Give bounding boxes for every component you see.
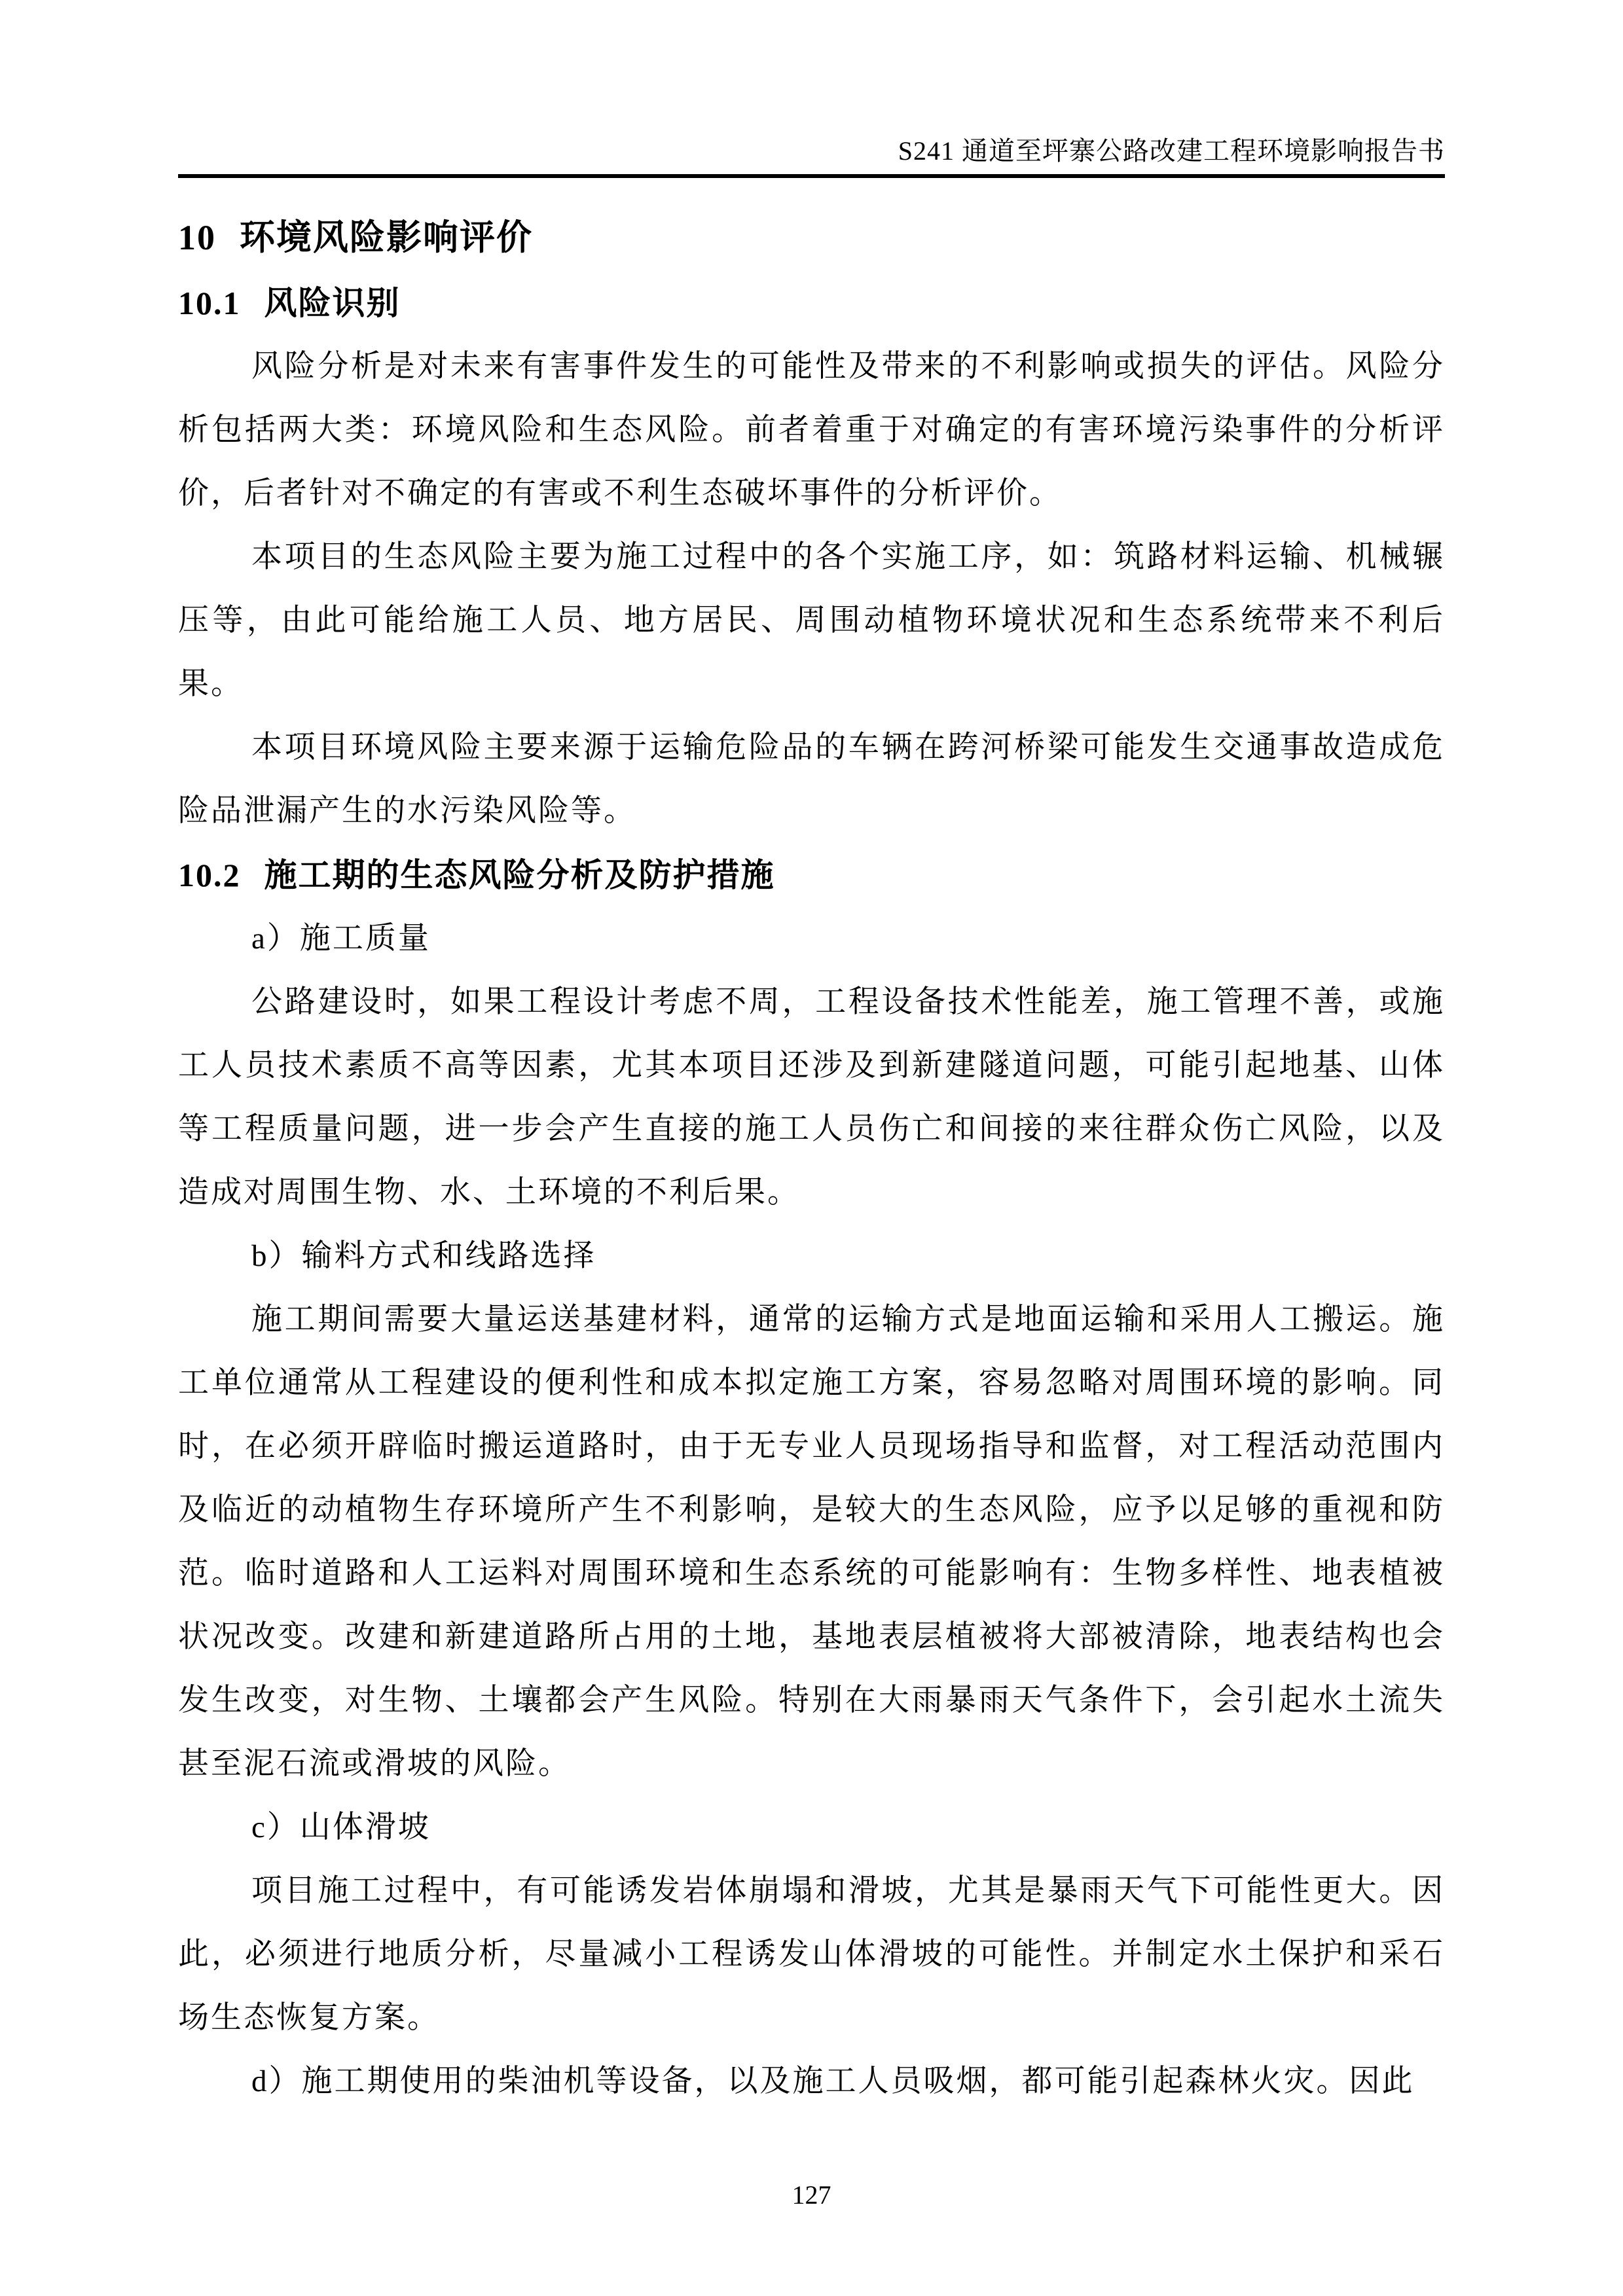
page-footer <box>0 2179 1623 2296</box>
section-number: 10.2 <box>178 857 241 893</box>
paragraph-env-risk: 本项目环境风险主要来源于运输危险品的车辆在跨河桥梁可能发生交通事故造成危险品泄漏产生的水污染风险等。 <box>178 730 1445 828</box>
paragraph-eco-risk: 本项目的生态风险主要为施工过程中的各个实施工序，如：筑路材料运输、机械辗压等，由此可能给施工人员、地方居民、周围动植物环境状况和生态系统带来不利后果。 <box>178 540 1445 701</box>
page-header <box>178 0 1445 166</box>
list-item-b: b）输料方式和线路选择 <box>251 1239 596 1273</box>
chapter-heading-10 <box>178 204 1445 271</box>
page-body <box>178 204 1445 2113</box>
chapter-number: 10 <box>178 218 216 257</box>
paragraph-transport: 施工期间需要大量运送基建材料，通常的运输方式是地面运输和采用人工搬运。施工单位通常从工程建设的便利性和成本拟定施工方案，容易忽略对周围环境的影响。同时，在必须开辟临时搬运道路时，由于无专业人员现场指导和监督，对工程活动范围内及临近的动植物生存环境所产生不利影响，是较大的生态风险，应予以足够的重视和防范。临时道路和人工运料对周围环境和生态系统的可能影响有：生物多样性、地表植被状况改变。改建和新建道路所占用的土地，基地表层植被将大部被清除，地表结构也会发生改变，对生物、土壤都会产生风险。特别在大雨暴雨天气条件下，会引起水土流失甚至泥石流或滑坡的风险。 <box>178 1302 1445 1781</box>
section-heading-10-2 <box>178 843 1445 907</box>
paragraph-landslide: 项目施工过程中，有可能诱发岩体崩塌和滑坡，尤其是暴雨天气下可能性更大。因此，必须进行地质分析，尽量减小工程诱发山体滑坡的可能性。并制定水土保护和采石场生态恢复方案。 <box>178 1874 1445 2035</box>
section-heading-10-1 <box>178 271 1445 335</box>
header-rule <box>178 174 1445 178</box>
section-title: 风险识别 <box>264 285 401 321</box>
list-item-c: c）山体滑坡 <box>251 1810 431 1844</box>
section-title: 施工期的生态风险分析及防护措施 <box>264 857 775 893</box>
page-number: 127 <box>792 2180 831 2210</box>
list-item-a: a）施工质量 <box>251 922 431 956</box>
chapter-title: 环境风险影响评价 <box>240 218 533 257</box>
header-title: S241 通道至坪寨公路改建工程环境影响报告书 <box>898 136 1445 166</box>
paragraph-construction-quality: 公路建设时，如果工程设计考虑不周，工程设备技术性能差，施工管理不善，或施工人员技术素质不高等因素，尤其本项目还涉及到新建隧道问题，可能引起地基、山体等工程质量问题，进一步会产生直接的施工人员伤亡和间接的来往群众伤亡风险，以及造成对周围生物、水、土环境的不利后果。 <box>178 985 1445 1210</box>
paragraph-fire-risk: d）施工期使用的柴油机等设备，以及施工人员吸烟，都可能引起森林火灾。因此 <box>251 2064 1415 2098</box>
paragraph-risk-definition: 风险分析是对未来有害事件发生的可能性及带来的不利影响或损失的评估。风险分析包括两大类：环境风险和生态风险。前者着重于对确定的有害环境污染事件的分析评价，后者针对不确定的有害或不利生态破坏事件的分析评价。 <box>178 350 1445 511</box>
section-number: 10.1 <box>178 285 241 321</box>
